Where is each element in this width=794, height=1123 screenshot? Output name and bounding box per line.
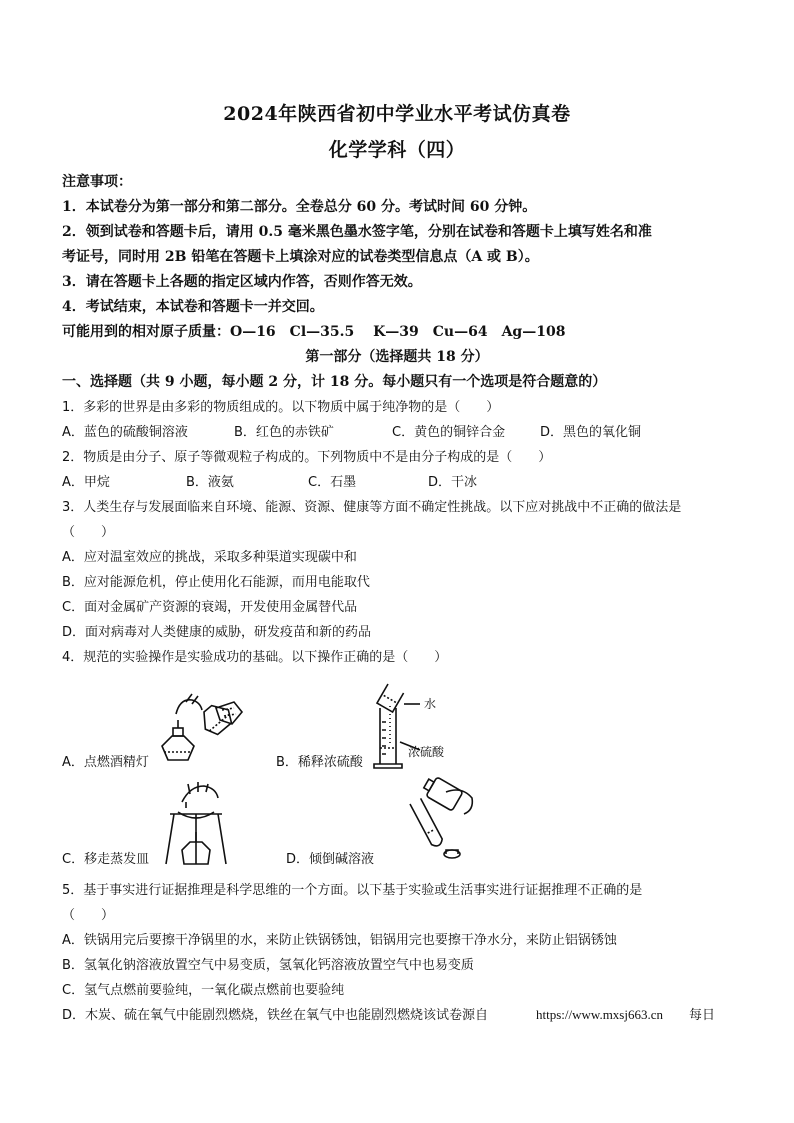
q5-option-b[interactable]: B．氢氧化钠溶液放置空气中易变质，氢氧化钙溶液放置空气中也易变质: [62, 958, 474, 973]
q3-option-b[interactable]: B．应对能源危机，停止使用化石能源，而用电能取代: [62, 575, 370, 590]
q4-option-d[interactable]: D．倾倒碱溶液: [286, 852, 375, 867]
q1-option-a[interactable]: A．蓝色的硫酸铜溶液: [62, 425, 188, 440]
note-item-1: 1．本试卷分为第一部分和第二部分。全卷总分 60 分。考试时间 60 分钟。: [62, 199, 537, 215]
part-title: 第一部分（选择题共 18 分）: [305, 349, 489, 365]
source-url-link[interactable]: https://www.mxsj663.cn: [536, 1007, 663, 1022]
notes-heading: 注意事项：: [62, 174, 132, 190]
q1-stem: 1．多彩的世界是由多彩的物质组成的。以下物质中属于纯净物的是（ ）: [62, 400, 500, 415]
q5-option-c[interactable]: C．氢气点燃前要验纯，一氧化碳点燃前也要验纯: [62, 983, 345, 998]
q3-option-c[interactable]: C．面对金属矿产资源的衰竭，开发使用金属替代品: [62, 600, 358, 615]
q2-option-c[interactable]: C．石墨: [308, 475, 357, 490]
q4-stem: 4．规范的实验操作是实验成功的基础。以下操作正确的是（ ）: [62, 650, 448, 665]
pour-alkali-figure-icon: [388, 786, 480, 866]
q2-option-a[interactable]: A．甲烷: [62, 475, 110, 490]
q5-stem-paren: （ ）: [62, 908, 115, 923]
note-item-2: 2．领到试卷和答题卡后，请用 0.5 毫米黑色墨水签字笔，分别在试卷和答题卡上填写姓名和准: [62, 224, 652, 240]
atomic-masses: 可能用到的相对原子质量：O—16 Cl—35.5 K—39 Cu—64 Ag—108: [62, 324, 566, 340]
note-item-2-cont: 考证号，同时用 2B 铅笔在答题卡上填涂对应的试卷类型信息点（A 或 B）。: [62, 249, 539, 265]
alcohol-lamp-figure-icon: [158, 690, 248, 772]
q5-option-d[interactable]: D．木炭、硫在氧气中能剧烈燃烧，铁丝在氧气中也能剧烈燃烧该试卷源自: [62, 1008, 489, 1023]
source-daily-text: 每日: [689, 1008, 716, 1023]
fig-b-label-acid: 浓硫酸: [408, 745, 445, 759]
q1-option-b[interactable]: B．红色的赤铁矿: [234, 425, 334, 440]
q3-stem-paren: （ ）: [62, 525, 115, 540]
q2-option-b[interactable]: B．液氨: [186, 475, 234, 490]
q1-option-d[interactable]: D．黑色的氧化铜: [540, 425, 642, 440]
q5-option-a[interactable]: A．铁锅用完后要擦干净锅里的水，来防止铁锅锈蚀，铝锅用完也要擦干净水分，来防止铝锅锈蚀: [62, 933, 617, 948]
q4-option-a[interactable]: A．点燃酒精灯: [62, 755, 149, 770]
q1-option-c[interactable]: C．黄色的铜锌合金: [392, 425, 506, 440]
note-item-3: 3．请在答题卡上各题的指定区域内作答，否则作答无效。: [62, 274, 422, 290]
q2-option-d[interactable]: D．干冰: [428, 475, 478, 490]
fig-b-label-water: 水: [424, 697, 437, 711]
exam-subtitle: 化学学科（四）: [328, 139, 466, 161]
q3-option-a[interactable]: A．应对温室效应的挑战，采取多种渠道实现碳中和: [62, 550, 357, 565]
section-heading: 一、选择题（共 9 小题，每小题 2 分，计 18 分。每小题只有一个选项是符合题意的）: [62, 374, 607, 390]
note-item-4: 4．考试结束，本试卷和答题卡一并交回。: [62, 299, 324, 315]
evaporating-dish-figure-icon: [160, 780, 232, 866]
q5-stem: 5．基于事实进行证据推理是科学思维的一个方面。以下基于实验或生活事实进行证据推理不正确的是: [62, 883, 643, 898]
q4-option-c[interactable]: C．移走蒸发皿: [62, 852, 150, 867]
exam-title: 2024年陕西省初中学业水平考试仿真卷: [223, 103, 571, 125]
q4-option-b[interactable]: B．稀释浓硫酸: [276, 755, 363, 770]
q3-option-d[interactable]: D．面对病毒对人类健康的威胁，研发疫苗和新的药品: [62, 625, 372, 640]
q2-stem: 2．物质是由分子、原子等微观粒子构成的。下列物质中不是由分子构成的是（ ）: [62, 450, 552, 465]
q3-stem: 3．人类生存与发展面临来自环境、能源、资源、健康等方面不确定性挑战。以下应对挑战中不正确的做法是: [62, 500, 682, 515]
